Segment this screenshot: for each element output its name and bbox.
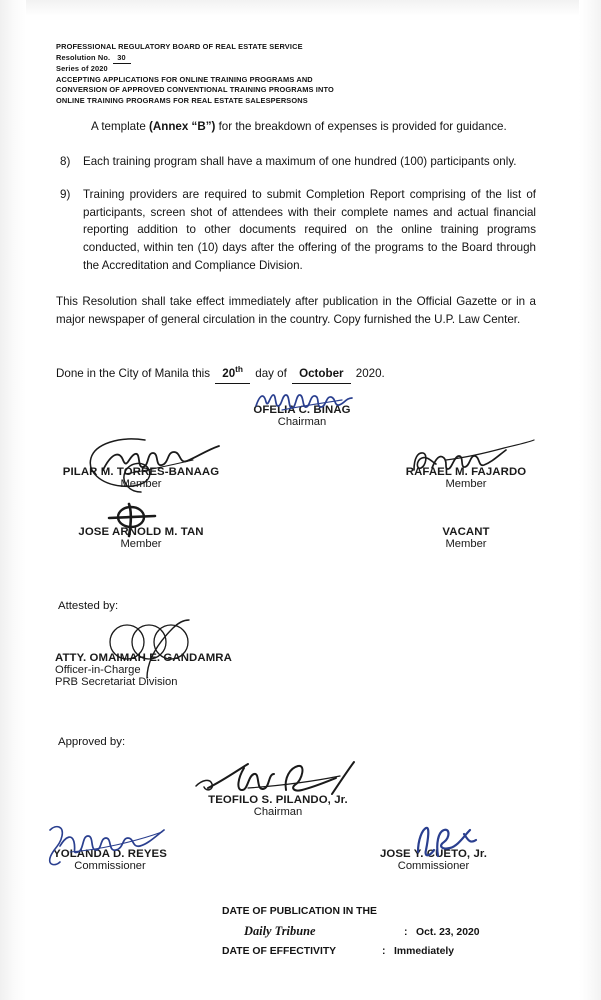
done-day-blank	[215, 361, 250, 383]
signature-name-binag: OFELIA C. BINAG	[253, 404, 351, 416]
publication-newspaper-row	[222, 922, 480, 943]
signature-title-reyes: Commissioner	[74, 860, 146, 872]
attested-by-label: Attested by:	[58, 600, 119, 612]
board-name: PROFESSIONAL REGULATORY BOARD OF REAL ESTATE SERVICE	[56, 42, 303, 51]
publication-date: Oct. 23, 2020	[416, 926, 480, 938]
signature-name-reyes: YOLANDA D. REYES	[53, 848, 167, 860]
clause-9-number: 9)	[60, 188, 71, 202]
clause-8-text: Each training program shall have a maximum of one hundred (100) participants only.	[83, 154, 517, 168]
subject-line-3: ONLINE TRAINING PROGRAMS FOR REAL ESTATE SALESPERSONS	[56, 95, 308, 105]
effectivity-value: Immediately	[394, 946, 455, 957]
done-post-text: 2020.	[352, 367, 385, 381]
signature-block-gandamra	[55, 652, 250, 688]
clause-8-number: 8)	[60, 154, 71, 168]
signature-title-gandamra-1: Officer-in-Charge	[55, 664, 141, 676]
annex-template-paragraph	[56, 118, 536, 136]
done-in-city-paragraph	[56, 361, 536, 383]
signature-title-vacant: Member	[445, 538, 487, 550]
signature-block-member-fajardo	[390, 466, 542, 490]
signature-block-cueto	[366, 848, 501, 872]
signature-name-fajardo: RAFAEL M. FAJARDO	[405, 466, 527, 478]
clause-9-text: Training providers are required to submit Completion Report comprising of the list of participants, screen shot of attendees with their complete names and actual financial reporting addition to other documents required on the online training programs conducted, within ten (10) days after the offering of the programs to the Board through the Accreditation and Compliance Division.	[83, 188, 536, 272]
document-body	[56, 118, 536, 384]
signature-title-fajardo: Member	[445, 478, 487, 490]
annex-para-post: for the breakdown of expenses is provided for guidance.	[215, 120, 507, 133]
signature-name-gandamra: ATTY. OMAIMAH E. GANDAMRA	[55, 652, 232, 664]
signature-title-pilando: Chairman	[253, 806, 303, 818]
document-header	[56, 42, 386, 107]
signature-name-vacant: VACANT	[442, 526, 490, 538]
signature-title-cueto: Commissioner	[397, 860, 470, 872]
signature-title-torres-banaag: Member	[120, 478, 162, 490]
signature-name-tan: JOSE ARNOLD M. TAN	[78, 526, 204, 538]
scan-edge-left	[0, 0, 26, 1000]
signature-block-pilando	[193, 794, 363, 818]
resolution-label: Resolution No.	[56, 52, 111, 62]
signature-name-cueto: JOSE Y. CUETO, Jr.	[379, 848, 488, 860]
done-pre-text: Done in the City of Manila this	[56, 367, 214, 381]
effectivity-label: DATE OF EFFECTIVITY	[222, 946, 337, 957]
publication-newspaper: Daily Tribune	[244, 923, 316, 938]
annex-para-pre: A template	[91, 120, 150, 133]
subject-line-2: CONVERSION OF APPROVED CONVENTIONAL TRAINING PROGRAMS INTO	[56, 85, 334, 95]
clause-item-9	[56, 186, 536, 274]
signature-title-gandamra-2: PRB Secretariat Division	[55, 676, 178, 688]
approved-by-label: Approved by:	[58, 736, 126, 748]
signature-block-member-vacant	[390, 526, 542, 550]
scan-edge-right	[579, 0, 601, 1000]
signature-block-member-tan	[55, 526, 227, 550]
done-day-value: 20	[222, 367, 236, 381]
publication-block	[222, 902, 480, 962]
done-month-blank: October	[292, 365, 350, 384]
signature-title-tan: Member	[120, 538, 162, 550]
signature-block-reyes	[40, 848, 180, 872]
series-line: Series of 2020	[56, 64, 108, 74]
publication-label: DATE OF PUBLICATION IN THE	[222, 906, 377, 917]
done-day-suffix: th	[235, 364, 244, 375]
subject-line-1: ACCEPTING APPLICATIONS FOR ONLINE TRAINING PROGRAMS AND	[56, 74, 313, 84]
resolution-number: 30	[113, 53, 131, 65]
annex-b-label: (Annex “B”)	[149, 120, 216, 133]
scan-edge-top	[0, 0, 601, 16]
publication-colon-1: :	[404, 926, 408, 938]
publication-colon-2: :	[382, 946, 386, 957]
signature-title-binag: Chairman	[277, 416, 327, 428]
effectivity-paragraph: This Resolution shall take effect immediately after publication in the Official Gazette or in a major newspaper of general circulation in the country. Copy furnished the U.P. Law Center.	[56, 295, 536, 326]
signature-name-torres-banaag: PILAR M. TORRES-BANAAG	[62, 466, 220, 478]
publication-label-row	[222, 902, 480, 922]
effectivity-row	[222, 942, 480, 962]
resolution-number-line	[56, 53, 386, 65]
signature-name-pilando: TEOFILO S. PILANDO, Jr.	[208, 794, 348, 806]
done-mid-text: day of	[252, 367, 291, 381]
signature-block-chairman-binag	[222, 404, 382, 428]
signature-block-member-torres-banaag	[55, 466, 227, 490]
clause-item-8	[56, 153, 536, 171]
